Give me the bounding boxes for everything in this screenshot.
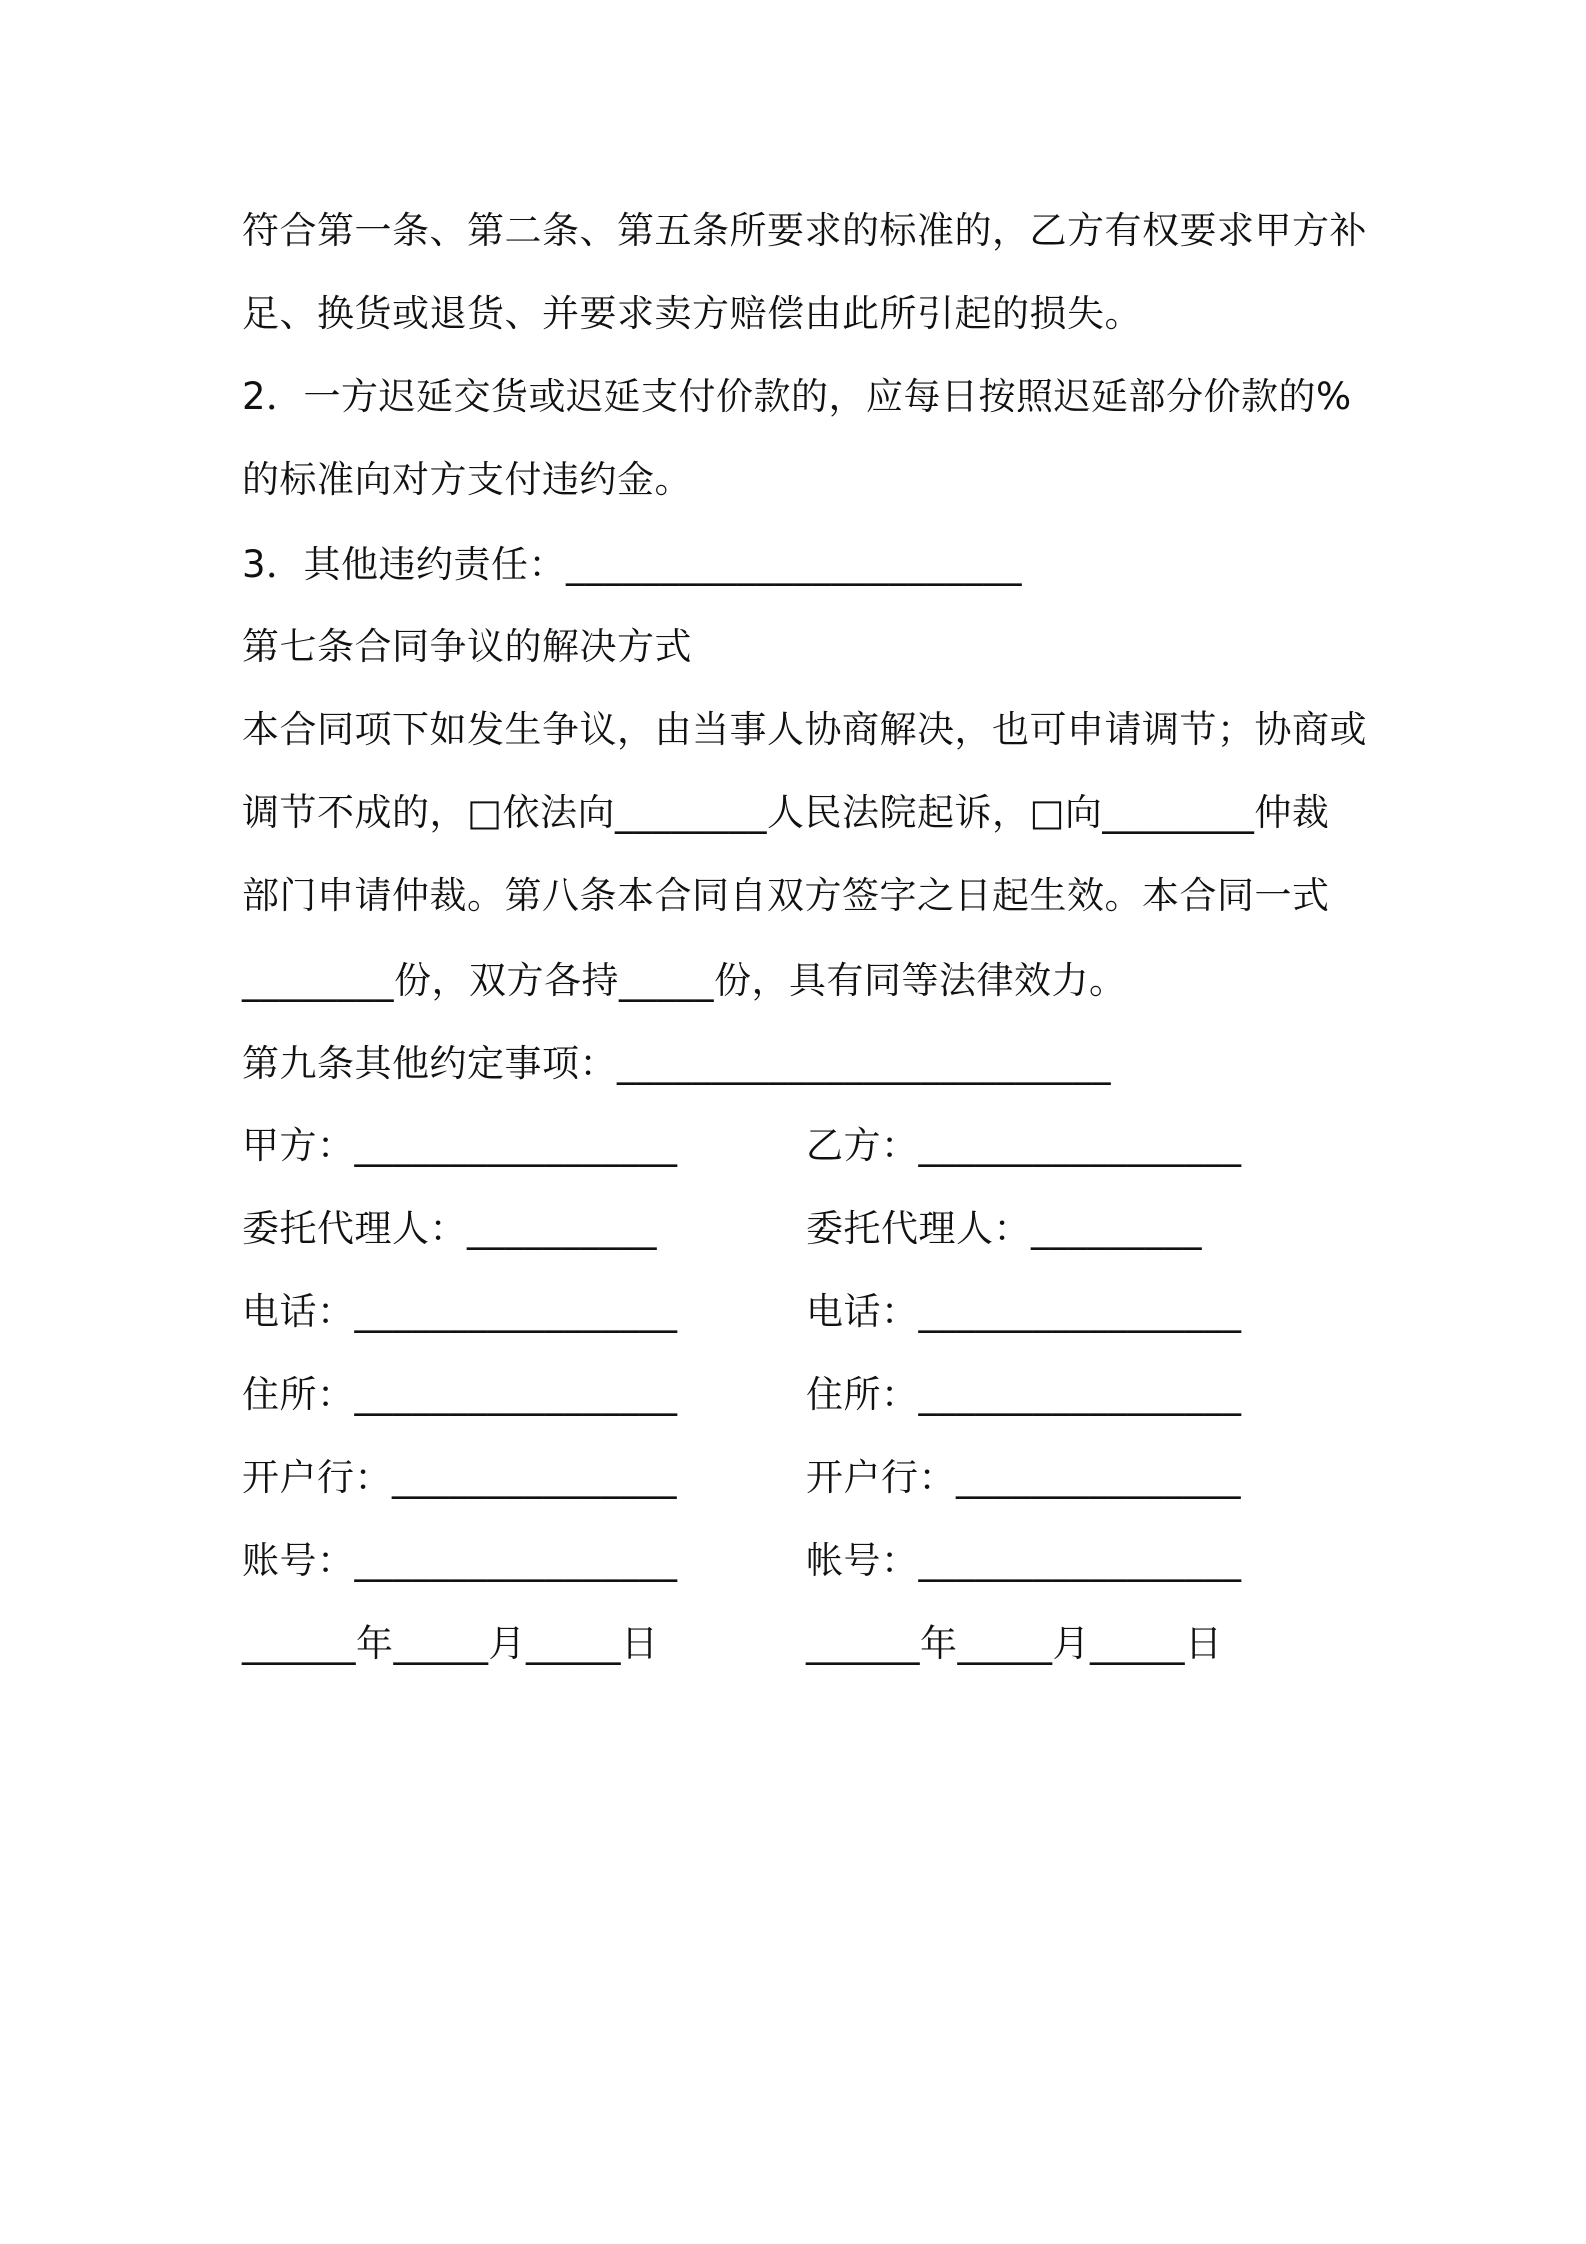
party-a-field: 账号：_________________ [242,1539,678,1582]
party-b-field: 住所：_________________ [806,1373,1242,1416]
clause-text-line: 调节不成的，□依法向________人民法院起诉，□向________仲裁 [242,791,1330,834]
clause-text-line: 部门申请仲裁。第八条本合同自双方签字之日起生效。本合同一式 [242,874,1330,917]
party-a-field: 甲方：_________________ [242,1124,678,1167]
party-b-field: 帐号：_________________ [806,1539,1242,1582]
party-b-field: 乙方：_________________ [806,1124,1242,1167]
party-b-date: ______年_____月_____日 [806,1622,1223,1665]
clause-text-line: 3．其他违约责任：________________________ [242,543,1023,586]
section-heading: 第七条合同争议的解决方式 [242,625,692,668]
clause-text-line: 2．一方迟延交货或迟延支付价款的，应每日按照迟延部分价款的% [242,375,1352,418]
party-b-field: 电话：_________________ [806,1290,1242,1333]
party-a-date: ______年_____月_____日 [242,1622,659,1665]
section-heading: 第九条其他约定事项：__________________________ [242,1042,1111,1085]
clause-text-line: ________份，双方各持_____份，具有同等法律效力。 [242,959,1127,1002]
party-b-field: 开户行：_______________ [806,1456,1241,1499]
clause-text-line: 足、换货或退货、并要求卖方赔偿由此所引起的损失。 [242,292,1142,335]
clause-text-line: 本合同项下如发生争议，由当事人协商解决，也可申请调节；协商或 [242,708,1367,751]
party-a-field: 开户行：_______________ [242,1456,677,1499]
party-b-field: 委托代理人：_________ [806,1207,1202,1250]
clause-text-line: 符合第一条、第二条、第五条所要求的标准的，乙方有权要求甲方补 [242,209,1367,252]
party-a-field: 电话：_________________ [242,1290,678,1333]
party-a-field: 住所：_________________ [242,1373,678,1416]
party-a-field: 委托代理人：__________ [242,1207,657,1250]
clause-text-line: 的标准向对方支付违约金。 [242,458,692,501]
